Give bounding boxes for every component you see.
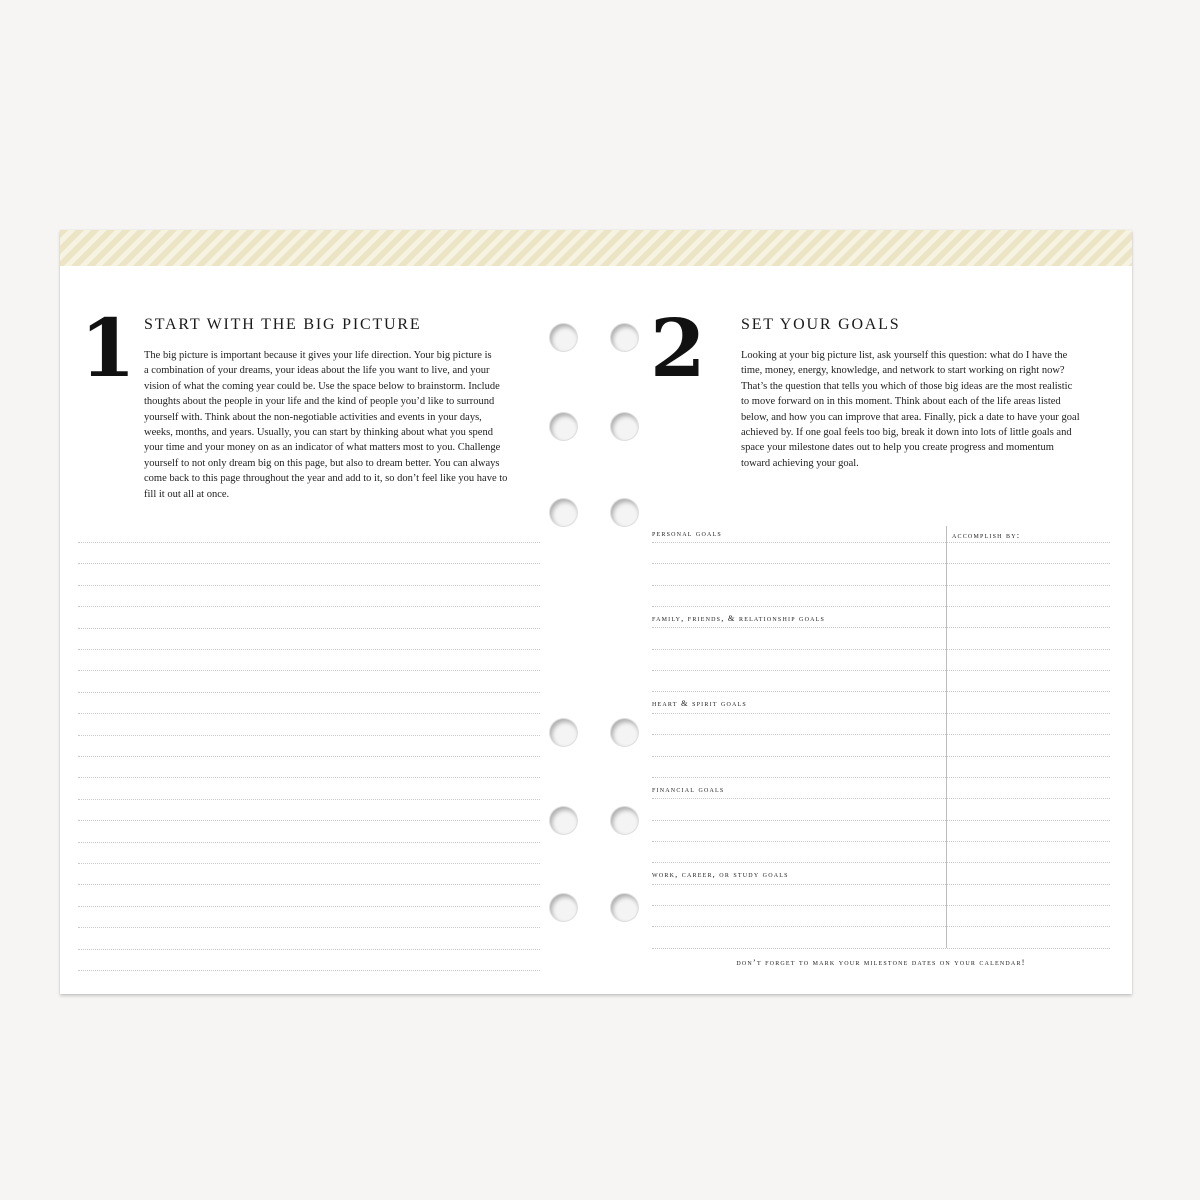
body-line: to move forward on in this moment. Think about each of the life areas listed (741, 396, 1061, 408)
writing-line (78, 970, 540, 971)
goal-label-work-career: work, career, or study goals (652, 869, 789, 879)
writing-line (652, 884, 1110, 885)
binder-hole (550, 894, 577, 921)
binder-hole (611, 413, 638, 440)
body-line: That’s the question that tells you which of those big ideas are the most realistic (741, 380, 1073, 392)
body-line: yourself to not only dream big on this page, but also to dream better. You can always (144, 457, 500, 469)
binder-hole (550, 807, 577, 834)
writing-line (78, 713, 540, 714)
goal-label-financial: financial goals (652, 784, 725, 794)
body-line: vision of what the coming year could be. Use the space below to brainstorm. Include (144, 380, 500, 392)
writing-line (652, 756, 1110, 757)
binder-hole (550, 324, 577, 351)
writing-line (652, 627, 1110, 628)
body-line: toward achieving your goal. (741, 457, 859, 469)
body-line: space your milestone dates out to help you create progress and momentum (741, 442, 1054, 454)
goals-lines[interactable] (652, 542, 1110, 952)
writing-line (78, 777, 540, 778)
writing-line (78, 735, 540, 736)
writing-line (652, 926, 1110, 927)
writing-line (78, 628, 540, 629)
writing-line (652, 563, 1110, 564)
writing-line (78, 884, 540, 885)
writing-line (78, 585, 540, 586)
body-line: below, and how you can improve that area. Finally, pick a date to have your goal (741, 411, 1080, 423)
goal-label-personal: personal goals (652, 528, 722, 538)
writing-line (78, 756, 540, 757)
writing-line (652, 649, 1110, 650)
body-line: Looking at your big picture list, ask yourself this question: what do I have the (741, 350, 1068, 361)
writing-line (652, 713, 1110, 714)
body-line: weeks, months, and years. Usually, you can start by thinking about what you spend (144, 427, 493, 439)
goal-label-heart-spirit: heart & spirit goals (652, 698, 747, 708)
body-line: time, money, energy, knowledge, and network to start working on right now? (741, 365, 1065, 377)
body-line: The big picture is important because it gives your life direction. Your big picture is (144, 350, 492, 361)
writing-line (78, 563, 540, 564)
writing-line (78, 949, 540, 950)
section-2-number: 2 (650, 301, 706, 395)
section-1-title: START WITH THE BIG PICTURE (144, 316, 422, 333)
writing-line (78, 542, 540, 543)
accomplish-by-header: accomplish by: (952, 530, 1021, 540)
writing-line (78, 649, 540, 650)
body-line: come back to this page throughout the year and add to it, so don’t feel like you have to (144, 473, 508, 485)
writing-line (652, 734, 1110, 735)
binder-hole (611, 807, 638, 834)
milestone-reminder: don’t forget to mark your milestone dates on your calendar! (736, 957, 1026, 967)
body-line: fill it out all at once. (144, 488, 230, 500)
writing-line (652, 606, 1110, 607)
writing-line (652, 585, 1110, 586)
writing-line (78, 820, 540, 821)
body-line: your time and your money on as an indicator of what matters most to you. Challenge (144, 442, 501, 454)
writing-line (652, 542, 1110, 543)
decorative-stripe-band (60, 230, 1132, 266)
writing-line (78, 863, 540, 864)
body-line: a combination of your dreams, your ideas about the life you want to live, and your (144, 365, 490, 377)
binder-hole (611, 324, 638, 351)
writing-line (78, 906, 540, 907)
planner-sheet (60, 230, 1132, 994)
binder-hole (550, 413, 577, 440)
writing-line (652, 862, 1110, 863)
writing-line (78, 927, 540, 928)
writing-line (652, 670, 1110, 671)
writing-line (78, 842, 540, 843)
writing-line (652, 841, 1110, 842)
binder-hole (611, 499, 638, 526)
section-1-body (144, 348, 544, 502)
writing-line (652, 948, 1110, 949)
body-line: thoughts about the people in your life and the kind of people you’d like to surround (144, 396, 495, 408)
section-2-body (741, 348, 1121, 471)
writing-line (652, 820, 1110, 821)
writing-line (78, 692, 540, 693)
writing-line (652, 905, 1110, 906)
brainstorm-lines[interactable] (78, 542, 540, 972)
binder-hole (550, 499, 577, 526)
goal-label-relationship: family, friends, & relationship goals (652, 613, 826, 623)
writing-line (652, 798, 1110, 799)
binder-hole (611, 894, 638, 921)
section-1-number: 1 (80, 301, 136, 395)
writing-line (78, 670, 540, 671)
writing-line (652, 777, 1110, 778)
body-line: achieved by. If one goal feels too big, break it down into lots of little goals and (741, 427, 1072, 439)
section-2-title: SET YOUR GOALS (741, 316, 901, 333)
writing-line (78, 606, 540, 607)
binder-hole (611, 719, 638, 746)
accomplish-divider (946, 526, 947, 948)
writing-line (78, 799, 540, 800)
body-line: yourself with. Think about the non-negotiable activities and events in your days, (144, 411, 482, 423)
binder-hole (550, 719, 577, 746)
writing-line (652, 691, 1110, 692)
